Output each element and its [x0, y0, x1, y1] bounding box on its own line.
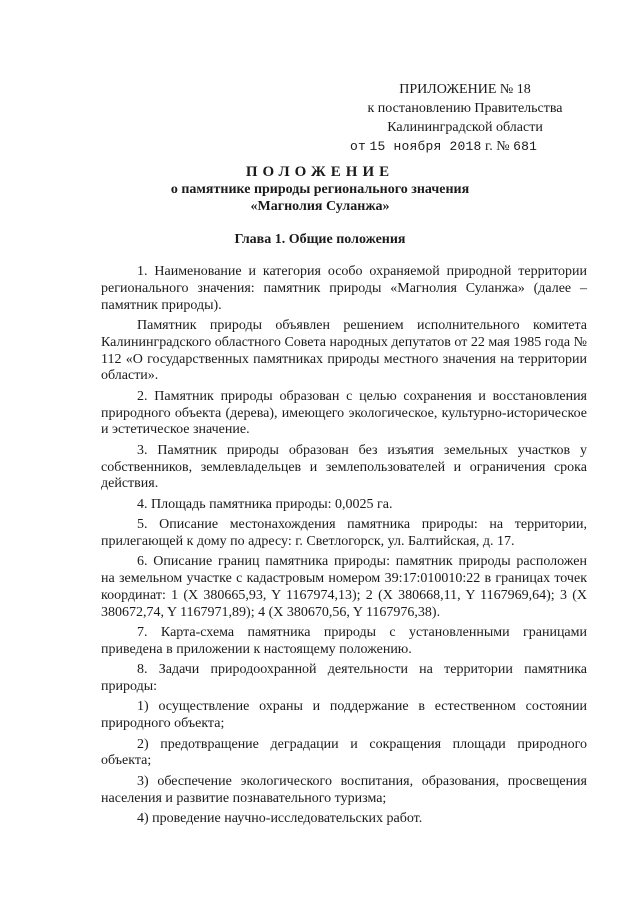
- list-item-3: 3) обеспечение экологического воспитания, образования, просвещения населения и развитие познавательного туризма;: [101, 773, 587, 806]
- chapter-heading: Глава 1. Общие положения: [234, 232, 406, 247]
- number-sign: №: [496, 139, 510, 154]
- paragraph-8: 8. Задачи природоохранной деятельности на территории памятника природы:: [101, 662, 587, 695]
- document-body: [101, 264, 587, 831]
- title-subtitle-1: о памятнике природы регионального значения: [170, 182, 470, 197]
- list-item-2: 2) предотвращение деградации и сокращения площади природного объекта;: [101, 736, 587, 769]
- paragraph-1-continued: Памятник природы объявлен решением исполнительного комитета Калининградского областного Совета народных депутатов от 22 мая 1985 года № 112 «О государственных памятниках природы местного значения на территории области».: [101, 317, 587, 384]
- date-year-suffix: г.: [485, 139, 493, 154]
- decree-number: 681: [513, 139, 538, 154]
- date-value: 15 ноября 2018: [369, 139, 482, 154]
- title-main: ПОЛОЖЕНИЕ: [245, 164, 395, 180]
- paragraph-1: 1. Наименование и категория особо охраняемой природной территории регионального значения: памятник природы «Магнолия Суланжа» (далее – памятник природы).: [101, 264, 587, 313]
- list-item-1: 1) осуществление охраны и поддержание в естественном состоянии природного объекта;: [101, 699, 587, 732]
- appendix-header: [330, 80, 600, 156]
- paragraph-7: 7. Карта-схема памятника природы с установленными границами приведена в приложении к настоящему положению.: [101, 625, 587, 657]
- date-prefix: от: [350, 139, 367, 154]
- list-item-4: 4) проведение научно-исследовательских работ.: [137, 811, 423, 827]
- document-title: [100, 164, 540, 215]
- paragraph-4: 4. Площадь памятника природы: 0,0025 га.: [137, 496, 393, 512]
- appendix-region: Калининградской области: [387, 120, 543, 135]
- paragraph-2: 2. Памятник природы образован с целью сохранения и восстановления природного объекта (дерева), имеющего экологическое, культурно-историческое и эстетическое значение.: [101, 388, 587, 438]
- appendix-number: ПРИЛОЖЕНИЕ № 18: [399, 82, 531, 97]
- paragraph-6: 6. Описание границ памятника природы: памятник природы расположен на земельном участке с кадастровым номером 39:17:010010:22 в границах точек координат: 1 (X 380665,93, Y 1167974,13); 2 (X 380668,11, Y 1167969,64); 3 (X 380672,74, Y 1167971,89); 4 (X 380670,56, Y 1167976,38).: [101, 554, 587, 620]
- paragraph-5: 5. Описание местонахождения памятника природы: на территории, прилегающей к дому по адресу: г. Светлогорск, ул. Балтийская, д. 17.: [101, 517, 587, 549]
- title-subtitle-2: «Магнолия Суланжа»: [250, 199, 390, 214]
- paragraph-3: 3. Памятник природы образован без изъятия земельных участков у собственников, землевладельцев и землепользователей и ограничения срока действия.: [101, 442, 587, 492]
- appendix-date-line: [330, 137, 600, 156]
- appendix-decree-ref: к постановлению Правительства: [367, 101, 563, 116]
